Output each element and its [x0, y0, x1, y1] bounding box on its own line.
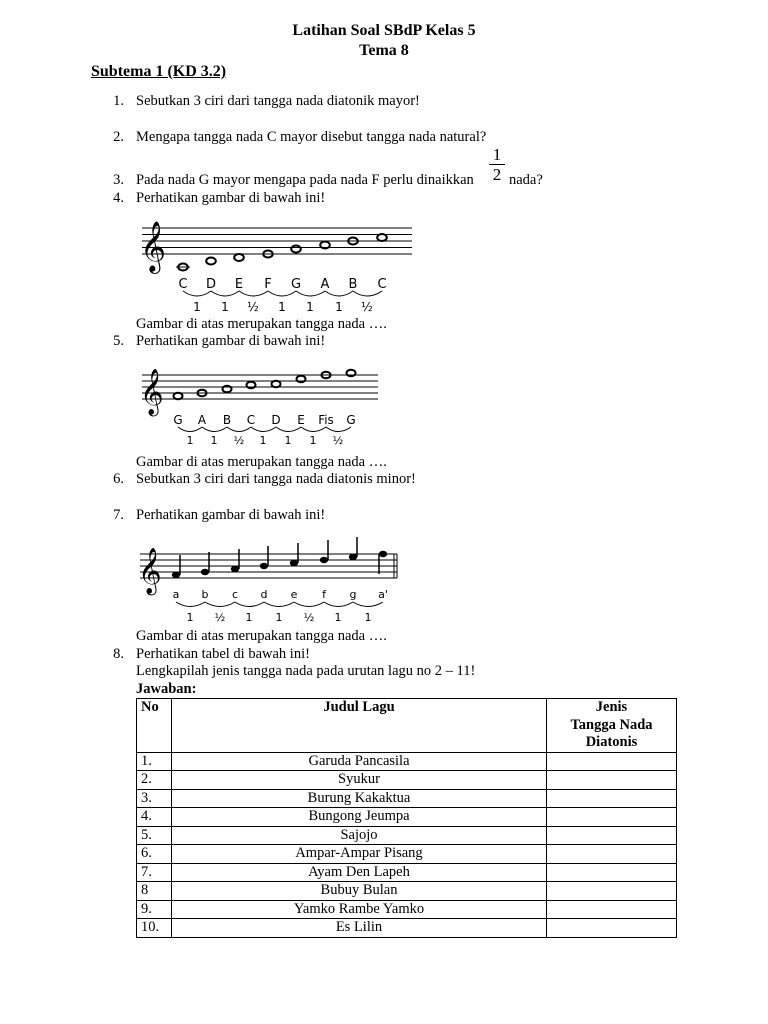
note-label: E [234, 277, 244, 292]
note-label: d [260, 588, 268, 601]
question-text: Sebutkan 3 ciri dari tangga nada diatonik mayor! [136, 93, 420, 109]
cell-no: 3. [137, 789, 172, 808]
cell-jenis-tangga-nada[interactable] [547, 900, 677, 919]
cell-no: 5. [137, 826, 172, 845]
cell-no: 1. [137, 752, 172, 771]
table-row [137, 808, 677, 827]
question-number: 1. [113, 93, 124, 109]
note-labels [173, 588, 388, 601]
note-label: A [197, 413, 207, 427]
table-row [137, 826, 677, 845]
note-labels [173, 413, 355, 427]
interval-label: ½ [214, 611, 226, 624]
treble-clef-icon: 𝄞 [138, 548, 162, 594]
note-label: f [322, 588, 326, 601]
question-number: 7. [113, 507, 124, 523]
note-label: b [201, 588, 209, 601]
note-label: C [178, 277, 188, 292]
note-label: e [290, 588, 298, 601]
interval-label: 1 [306, 300, 314, 314]
treble-clef-icon: 𝄞 [140, 221, 167, 272]
interval-label: 1 [275, 611, 283, 624]
header-jenis-line1: Jenis [595, 699, 628, 715]
cell-judul-lagu: Ampar-Ampar Pisang [172, 845, 547, 864]
scale-image-a-minor [138, 527, 400, 627]
interval-label: ½ [332, 434, 344, 447]
table-row [137, 863, 677, 882]
header-jenis-line2: Tangga Nada [570, 716, 653, 733]
cell-judul-lagu: Ayam Den Lapeh [172, 863, 547, 882]
note-label: B [222, 413, 232, 427]
note-label: A [320, 277, 330, 292]
table-row [137, 919, 677, 938]
table-row [137, 900, 677, 919]
question-number: 8. [113, 646, 124, 662]
cell-no: 8 [137, 882, 172, 901]
interval-brackets [176, 602, 383, 607]
page-subtitle: Tema 8 [359, 42, 409, 59]
note-label: G [346, 413, 356, 427]
interval-label: 1 [284, 434, 292, 447]
question-number: 5. [113, 333, 124, 349]
interval-label: 1 [186, 611, 194, 624]
table-row [137, 771, 677, 790]
song-table [136, 698, 677, 938]
scale-image-g-major [140, 360, 386, 452]
question-caption: Gambar di atas merupakan tangga nada …. [136, 316, 387, 332]
question-text: Perhatikan gambar di bawah ini! [136, 333, 326, 349]
interval-label: 1 [259, 434, 267, 447]
interval-label: 1 [193, 300, 201, 314]
note-label: E [297, 413, 305, 427]
cell-jenis-tangga-nada[interactable] [547, 882, 677, 901]
header-jenis [547, 699, 677, 753]
question-caption: Gambar di atas merupakan tangga nada …. [136, 628, 387, 644]
treble-clef-icon: 𝄞 [140, 369, 164, 415]
cell-no: 9. [137, 900, 172, 919]
fraction-half [489, 146, 505, 183]
note-label: Fis [318, 413, 334, 427]
note-label: a' [378, 588, 388, 601]
cell-jenis-tangga-nada[interactable] [547, 771, 677, 790]
question-caption: Gambar di atas merupakan tangga nada …. [136, 454, 387, 470]
interval-label: 1 [334, 611, 342, 624]
fraction-numerator: 1 [492, 145, 502, 164]
question-instruction: Lengkapilah jenis tangga nada pada urutan lagu no 2 – 11! [136, 663, 476, 679]
cell-judul-lagu: Bungong Jeumpa [172, 808, 547, 827]
header-no: No [137, 699, 172, 753]
note-label: C [246, 413, 256, 427]
interval-label: 1 [245, 611, 253, 624]
note-heads [174, 370, 356, 400]
note-label: F [264, 277, 272, 292]
interval-label: 1 [186, 434, 194, 447]
table-row [137, 789, 677, 808]
cell-jenis-tangga-nada[interactable] [547, 826, 677, 845]
interval-label: ½ [233, 434, 245, 447]
table-row [137, 882, 677, 901]
interval-label: 1 [309, 434, 317, 447]
cell-jenis-tangga-nada[interactable] [547, 752, 677, 771]
cell-jenis-tangga-nada[interactable] [547, 808, 677, 827]
interval-label: ½ [247, 300, 259, 314]
staff-lines [142, 228, 412, 254]
cell-judul-lagu: Burung Kakaktua [172, 789, 547, 808]
note-label: a [172, 588, 180, 601]
cell-judul-lagu: Garuda Pancasila [172, 752, 547, 771]
cell-jenis-tangga-nada[interactable] [547, 845, 677, 864]
interval-labels [193, 300, 373, 314]
interval-label: 1 [221, 300, 229, 314]
cell-jenis-tangga-nada[interactable] [547, 919, 677, 938]
header-judul-lagu: Judul Lagu [172, 699, 547, 753]
question-text: Sebutkan 3 ciri dari tangga nada diatonis minor! [136, 471, 416, 487]
table-row [137, 845, 677, 864]
cell-judul-lagu: Syukur [172, 771, 547, 790]
note-label: G [173, 413, 183, 427]
cell-no: 2. [137, 771, 172, 790]
interval-label: ½ [361, 300, 373, 314]
subtema-heading: Subtema 1 (KD 3.2) [91, 63, 227, 80]
question-text: Pada nada G mayor mengapa pada nada F perlu dinaikkan [136, 172, 474, 188]
interval-label: ½ [303, 611, 315, 624]
question-number: 3. [113, 172, 124, 188]
note-label: D [205, 277, 217, 292]
cell-jenis-tangga-nada[interactable] [547, 789, 677, 808]
cell-judul-lagu: Sajojo [172, 826, 547, 845]
fraction-denominator: 2 [492, 165, 502, 184]
table-header-row [137, 699, 677, 753]
cell-no: 7. [137, 863, 172, 882]
question-number: 4. [113, 190, 124, 206]
note-label: G [290, 277, 302, 292]
cell-judul-lagu: Es Lilin [172, 919, 547, 938]
question-text-suffix: nada? [509, 172, 543, 188]
note-label: B [348, 277, 358, 292]
interval-label: 1 [210, 434, 218, 447]
interval-label: 1 [364, 611, 372, 624]
question-number: 6. [113, 471, 124, 487]
question-text: Perhatikan tabel di bawah ini! [136, 646, 310, 662]
note-heads [178, 234, 387, 271]
answer-label: Jawaban: [136, 681, 197, 697]
table-row [137, 752, 677, 771]
note-label: g [349, 588, 357, 601]
interval-labels [187, 611, 372, 624]
cell-judul-lagu: Yamko Rambe Yamko [172, 900, 547, 919]
note-label: C [377, 277, 387, 292]
question-text: Perhatikan gambar di bawah ini! [136, 190, 326, 206]
question-text: Mengapa tangga nada C mayor disebut tangga nada natural? [136, 129, 487, 145]
question-text: Perhatikan gambar di bawah ini! [136, 507, 326, 523]
interval-brackets [178, 427, 351, 432]
note-labels [178, 277, 386, 292]
cell-no: 4. [137, 808, 172, 827]
page-title: Latihan Soal SBdP Kelas 5 [292, 22, 476, 39]
note-label: c [231, 588, 239, 601]
question-number: 2. [113, 129, 124, 145]
interval-label: 1 [335, 300, 343, 314]
scale-image-c-major [138, 214, 420, 316]
staff-lines [142, 375, 378, 399]
cell-judul-lagu: Bubuy Bulan [172, 882, 547, 901]
cell-no: 6. [137, 845, 172, 864]
interval-label: 1 [278, 300, 286, 314]
cell-no: 10. [137, 919, 172, 938]
cell-jenis-tangga-nada[interactable] [547, 863, 677, 882]
header-jenis-line3: Diatonis [585, 734, 638, 750]
note-label: D [271, 413, 281, 427]
interval-brackets [183, 291, 382, 296]
interval-labels [187, 434, 344, 447]
